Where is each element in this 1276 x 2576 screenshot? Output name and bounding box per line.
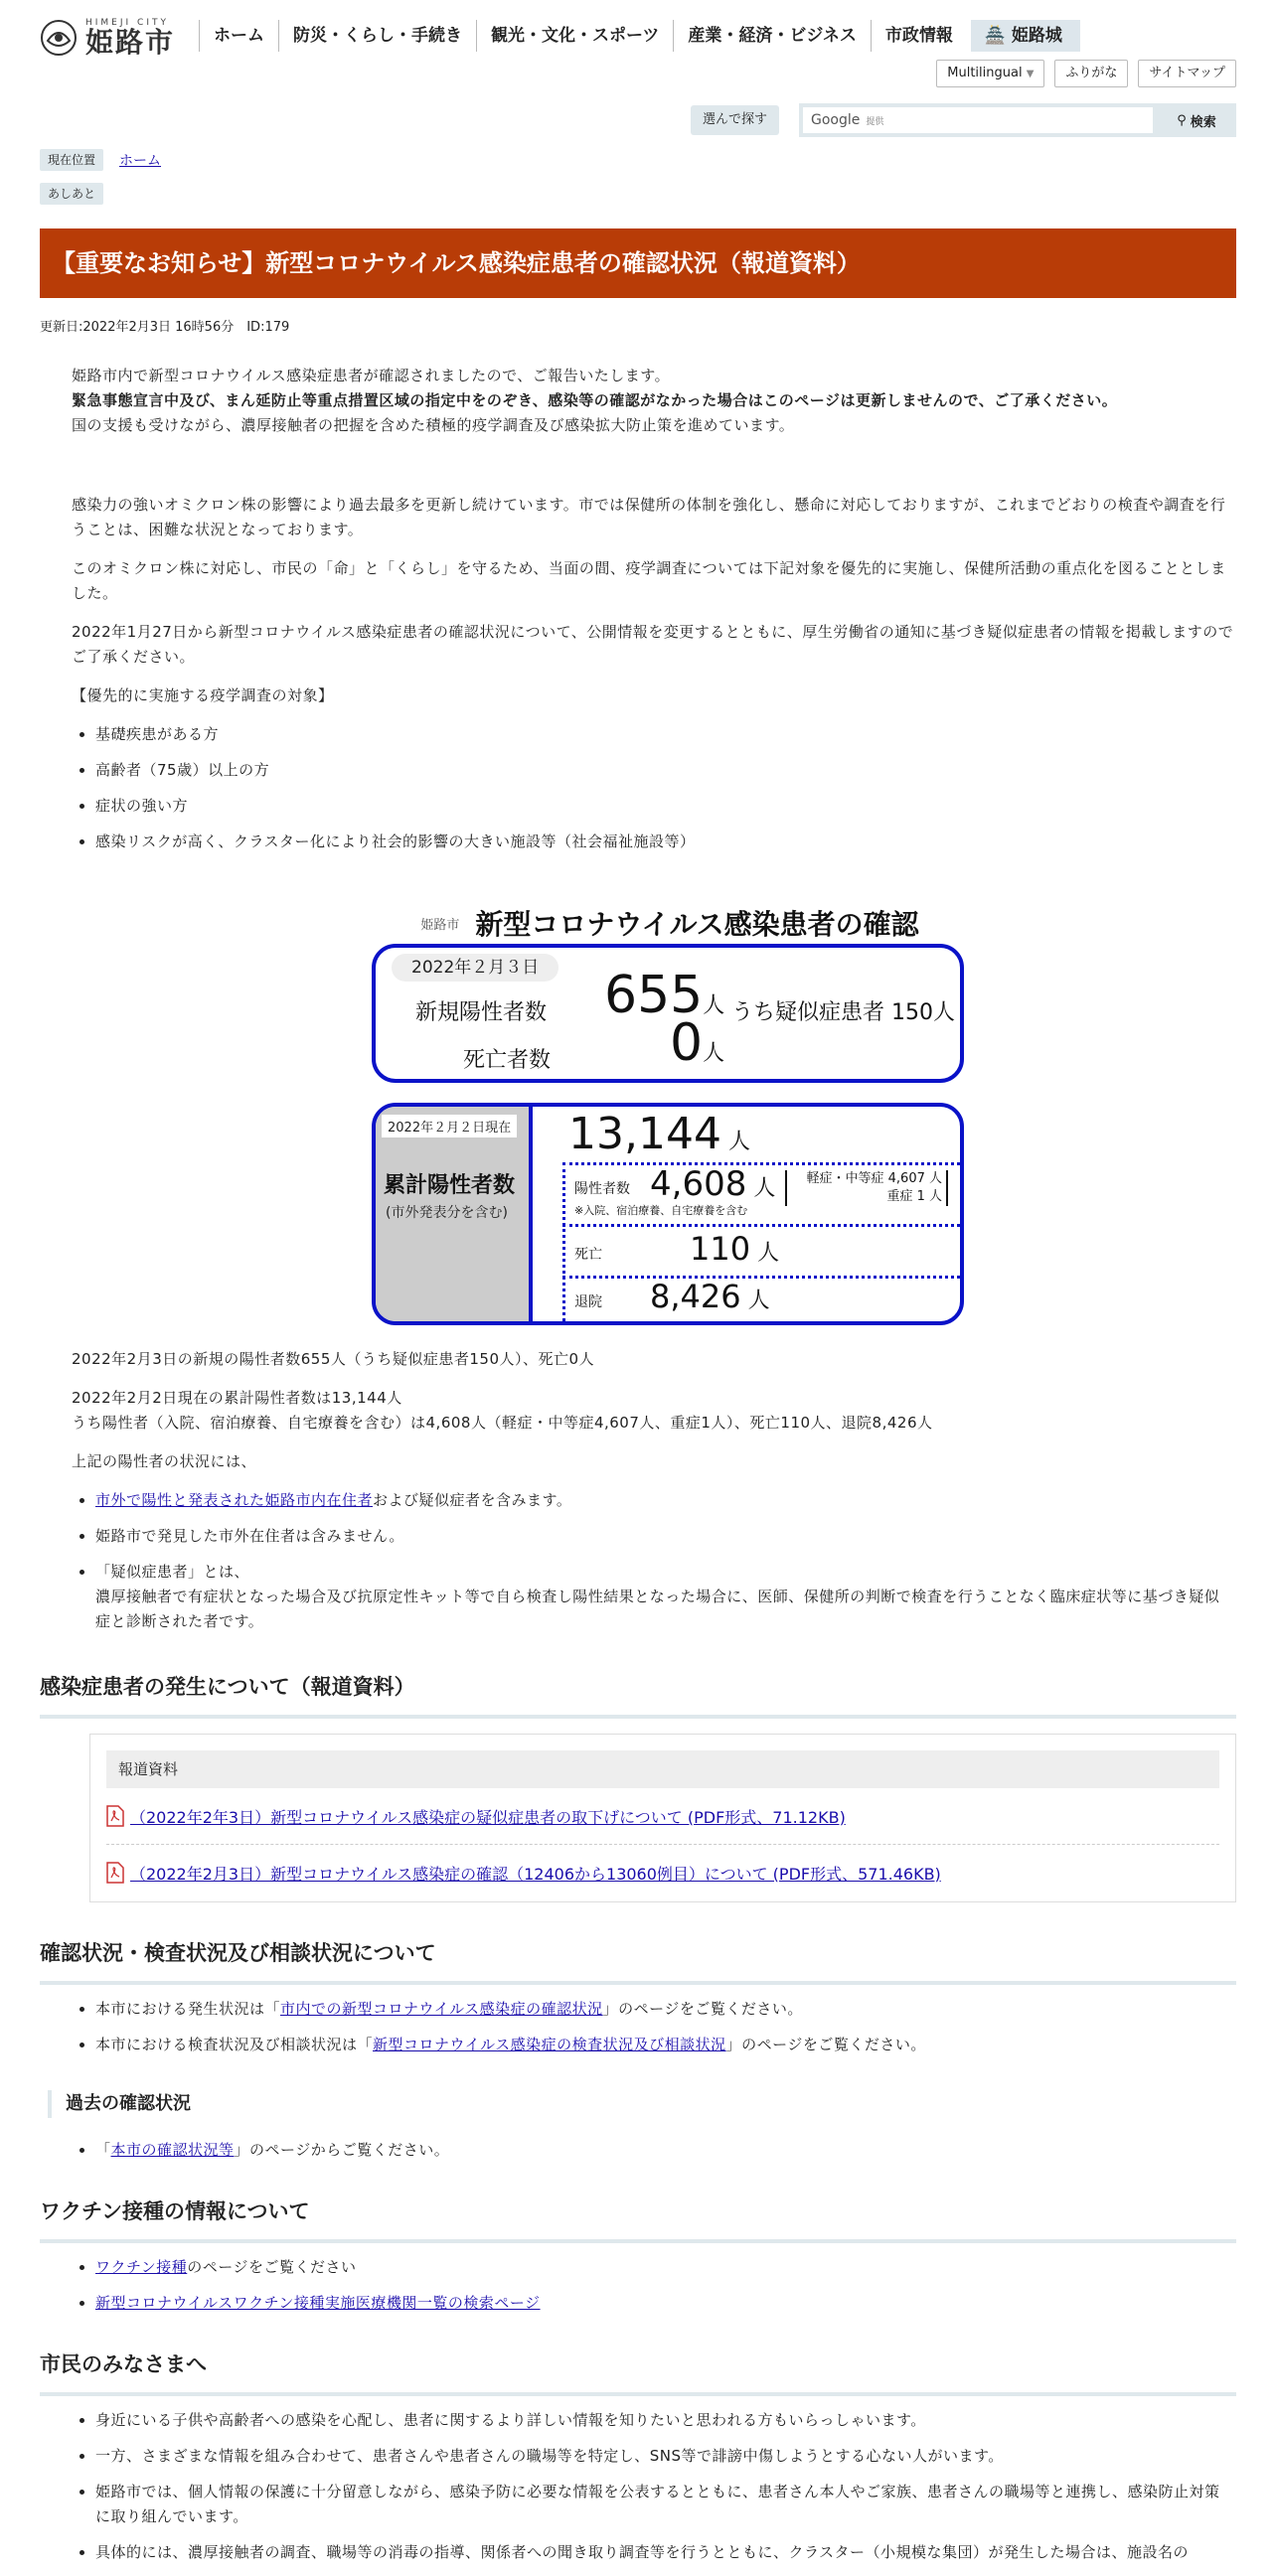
list-item: • 感染リスクが高く、クラスター化により社会的影響の大きい施設等（社会福祉施設等）	[95, 830, 1234, 854]
logo-jp: 姫路市	[85, 26, 176, 59]
list-item: • 高齢者（75歳）以上の方	[95, 758, 1234, 783]
discharge-value: 8,426	[650, 1278, 741, 1315]
list-item: • 市外で陽性と発表された姫路市内在住者および疑似症者を含みます。	[95, 1488, 1234, 1513]
death-value: 0	[670, 1013, 704, 1073]
infographic-logo: 姫路市	[420, 917, 460, 933]
para-4: 【優先的に実施する疫学調査の対象】	[72, 686, 334, 704]
summary-1: 2022年2月3日の新規の陽性者数655人（うち疑似症患者150人）、死亡0人	[72, 1350, 595, 1368]
vaccine-list	[72, 2255, 1234, 2316]
severe-count: 重症 1 人	[886, 1189, 942, 1204]
himeji-logo-icon	[40, 19, 78, 57]
multilingual-select[interactable]: Multilingual ▼	[936, 60, 1044, 87]
pick-search-button[interactable]: 選んで探す	[691, 105, 779, 135]
list-item: • 身近にいる子供や高齢者への感染を心配し、患者に関するより詳しい情報を知りたいと思われる方もいらっしゃいます。	[95, 2408, 1234, 2433]
global-nav	[199, 20, 1080, 52]
past-list	[72, 2138, 1234, 2163]
furigana-button[interactable]: ふりがな	[1054, 60, 1128, 87]
updated-date: 更新日:2022年2月3日 16時56分 ID:179	[40, 320, 290, 335]
citizens-list	[72, 2408, 1234, 2565]
list-item	[95, 2291, 1234, 2316]
citizens-heading: 市民のみなさまへ	[40, 2349, 1236, 2396]
cumulative-value: 13,144	[568, 1109, 721, 1159]
nav-business[interactable]: 産業・経済・ビジネス	[673, 20, 871, 52]
nav-castle[interactable]	[971, 20, 1080, 52]
nav-tourism[interactable]: 観光・文化・スポーツ	[476, 20, 673, 52]
past-list-wrap	[72, 2138, 1234, 2174]
para-3: 2022年1月27日から新型コロナウイルス感染症患者の確認状況について、公開情報を変更するとともに、厚生労働省の通知に基づき疑似症患者の情報を掲載しますのでご了承ください。	[72, 623, 1234, 666]
list-item: • 姫路市では、個人情報の保護に十分留意しながら、感染予防に必要な情報を公表するとともに、患者さん本人やご家族、患者さんの職場等と連携し、感染防止対策に取り組んでいます。	[95, 2480, 1234, 2529]
status-link-2[interactable]: 新型コロナウイルス感染症の検査状況及び相談状況	[373, 2036, 726, 2053]
outside-positive-link[interactable]: 市外で陽性と発表された姫路市内在住者	[95, 1491, 374, 1509]
nav-castle-label: 姫路城	[1011, 26, 1062, 46]
nav-city[interactable]: 市政情報	[871, 20, 967, 52]
para-2: このオミクロン株に対応し、市民の「命」と「くらし」を守るため、当面の間、疫学調査については下記対象を優先的に実施し、保健所活動の重点化を図ることとしました。	[72, 559, 1226, 602]
status-list-wrap	[72, 1997, 1234, 2068]
cumulative-label: 累計陽性者数	[384, 1173, 516, 1198]
vaccine-heading: ワクチン接種の情報について	[40, 2196, 1236, 2243]
search-button[interactable]: ⚲ 検索	[1157, 103, 1236, 137]
list-item: • 具体的には、濃厚接触者の調査、職場等の消毒の指導、関係者への聞き取り調査等を行うとともに、クラスター（小規模な集団）が発生した場合は、施設名の	[95, 2540, 1234, 2565]
list-item: • 基礎疾患がある方	[95, 722, 1234, 747]
press-heading: 感染症患者の発生について（報道資料）	[40, 1671, 1236, 1719]
castle-icon: 🏯	[984, 26, 1006, 46]
infographic-title: 新型コロナウイルス感染患者の確認	[475, 908, 919, 941]
case-infographic	[372, 898, 968, 1325]
priority-list	[72, 722, 1234, 854]
notes-list	[72, 1488, 1234, 1634]
list-item: • ワクチン接種のページをご覧ください	[95, 2255, 1234, 2280]
pdf-icon	[106, 1862, 124, 1884]
intro	[72, 364, 1234, 438]
mild-count: 軽症・中等症 4,607 人	[806, 1171, 942, 1186]
google-label: Google 提供	[811, 112, 884, 128]
breadcrumb-home-link[interactable]: ホーム	[119, 153, 162, 169]
search-input[interactable]	[799, 103, 1157, 137]
cumulative-date: 2022年２月２日現在	[382, 1115, 517, 1137]
press-link-2[interactable]: （2022年2月3日）新型コロナウイルス感染症の確認（12406から13060例目）について (PDF形式、571.46KB)	[130, 1864, 941, 1884]
past-link[interactable]: 本市の確認状況等	[110, 2141, 235, 2159]
press-item	[106, 1844, 1219, 1900]
ashiato-button[interactable]: あしあと	[40, 183, 103, 205]
search-icon: ⚲	[1177, 112, 1187, 128]
dead-value: 110	[690, 1230, 751, 1268]
press-item	[106, 1788, 1219, 1844]
pdf-icon	[106, 1805, 124, 1827]
list-item: • 本市における発生状況は「市内での新型コロナウイルス感染症の確認状況」のページをご覧ください。	[95, 1997, 1234, 2022]
list-item: • 本市における検査状況及び相談状況は「新型コロナウイルス感染症の検査状況及び相談状況」のページをご覧ください。	[95, 2033, 1234, 2057]
summary-2: 2022年2月2日現在の累計陽性者数は13,144人	[72, 1389, 402, 1407]
para-1: 感染力の強いオミクロン株の影響により過去最多を更新し続けています。市では保健所の体制を強化し、懸命に対応しておりますが、これまでどおりの検査や調査を行うことは、困難な状況となっております。	[72, 496, 1226, 538]
list-item: • 「疑似症患者」とは、 濃厚接触者で有症状となった場合及び抗原定性キット等で自ら検査し陽性結果となった場合に、医師、保健所の判断で検査を行うことなく臨床症状等に基づき疑似症と診断された者です。	[95, 1560, 1234, 1634]
daily-box: 2022年２月３日 新規陽性者数 655人 うち疑似症患者 150人 死亡者数 0人	[372, 944, 964, 1083]
positive-value: 4,608	[650, 1164, 747, 1204]
summary-3: うち陽性者（入院、宿泊療養、自宅療養を含む）は4,608人（軽症・中等症4,607人、重症1人）、死亡110人、退院8,426人	[72, 1414, 933, 1432]
past-heading: 過去の確認状況	[48, 2090, 191, 2118]
status-list	[72, 1997, 1234, 2057]
vaccine-clinic-link[interactable]: 新型コロナウイルスワクチン接種実施医療機関一覧の検索ページ	[95, 2294, 541, 2312]
nav-life[interactable]: 防災・くらし・手続き	[278, 20, 476, 52]
current-location-label: 現在位置	[40, 149, 103, 171]
dead-label: 死亡	[574, 1247, 602, 1263]
main-paragraphs	[72, 493, 1234, 865]
vaccine-link[interactable]: ワクチン接種	[95, 2258, 188, 2276]
summary	[72, 1347, 1234, 1645]
list-item: • 姫路市で発見した市外在住者は含みません。	[95, 1524, 1234, 1549]
intro-line-3: 国の支援も受けながら、濃厚接触者の把握を含めた積極的疫学調査及び感染拡大防止策を進めています。	[72, 416, 795, 434]
logo-en: HIMEJI CITY	[85, 18, 169, 28]
list-item: • 「本市の確認状況等」のページからご覧ください。	[95, 2138, 1234, 2163]
sitemap-button[interactable]: サイトマップ	[1138, 60, 1236, 87]
intro-line-2: 緊急事態宣言中及び、まん延防止等重点措置区域の指定中をのぞき、感染等の確認がなかった場合はこのページは更新しませんので、ご了承ください。	[72, 391, 1118, 409]
list-item: • 一方、さまざまな情報を組み合わせて、患者さんや患者さんの職場等を特定し、SNS等で誹謗中傷しようとする心ない人がいます。	[95, 2444, 1234, 2469]
status-link-1[interactable]: 市内での新型コロナウイルス感染症の確認状況	[280, 2000, 603, 2018]
site-logo[interactable]	[40, 18, 175, 58]
vaccine-list-wrap	[72, 2255, 1234, 2327]
press-box-heading: 報道資料	[106, 1750, 1219, 1788]
summary-4: 上記の陽性者の状況には、	[72, 1452, 257, 1470]
chevron-down-icon: ▼	[1026, 69, 1035, 79]
daily-date: 2022年２月３日	[392, 954, 558, 982]
positive-label: 陽性者数	[574, 1181, 630, 1197]
search-area	[691, 103, 1236, 137]
death-label: 死亡者数	[463, 1048, 552, 1073]
utility-nav	[936, 60, 1236, 87]
discharge-label: 退院	[574, 1294, 602, 1310]
cumulative-sub: (市外発表分を含む)	[386, 1205, 508, 1221]
list-item: • 症状の強い方	[95, 794, 1234, 819]
suspect-count: うち疑似症患者 150人	[731, 1000, 955, 1025]
intro-line-1: 姫路市内で新型コロナウイルス感染症患者が確認されましたので、ご報告いたします。	[72, 367, 671, 384]
press-box	[89, 1734, 1236, 1902]
new-positive-label: 新規陽性者数	[415, 1000, 548, 1025]
breadcrumb	[40, 149, 161, 171]
press-link-1[interactable]: （2022年2年3日）新型コロナウイルス感染症の疑似症患者の取下げについて (PDF形式、71.12KB)	[130, 1807, 846, 1827]
positive-note: ※入院、宿泊療養、自宅療養を含む	[574, 1204, 748, 1217]
cumulative-box: 2022年２月２日現在 累計陽性者数 (市外発表分を含む) 13,144 人 陽性者数 4,608 人 ※入院、宿泊療養、自宅療養を含む 軽症・中等症 4,607 人 重症 1 人 死亡 110 人 退院 8,426 人	[372, 1103, 964, 1325]
status-heading: 確認状況・検査状況及び相談状況について	[40, 1937, 1236, 1985]
nav-home[interactable]: ホーム	[199, 20, 278, 52]
new-positive-value: 655	[604, 966, 704, 1025]
page-title: 【重要なお知らせ】新型コロナウイルス感染症患者の確認状況（報道資料）	[40, 228, 1236, 298]
